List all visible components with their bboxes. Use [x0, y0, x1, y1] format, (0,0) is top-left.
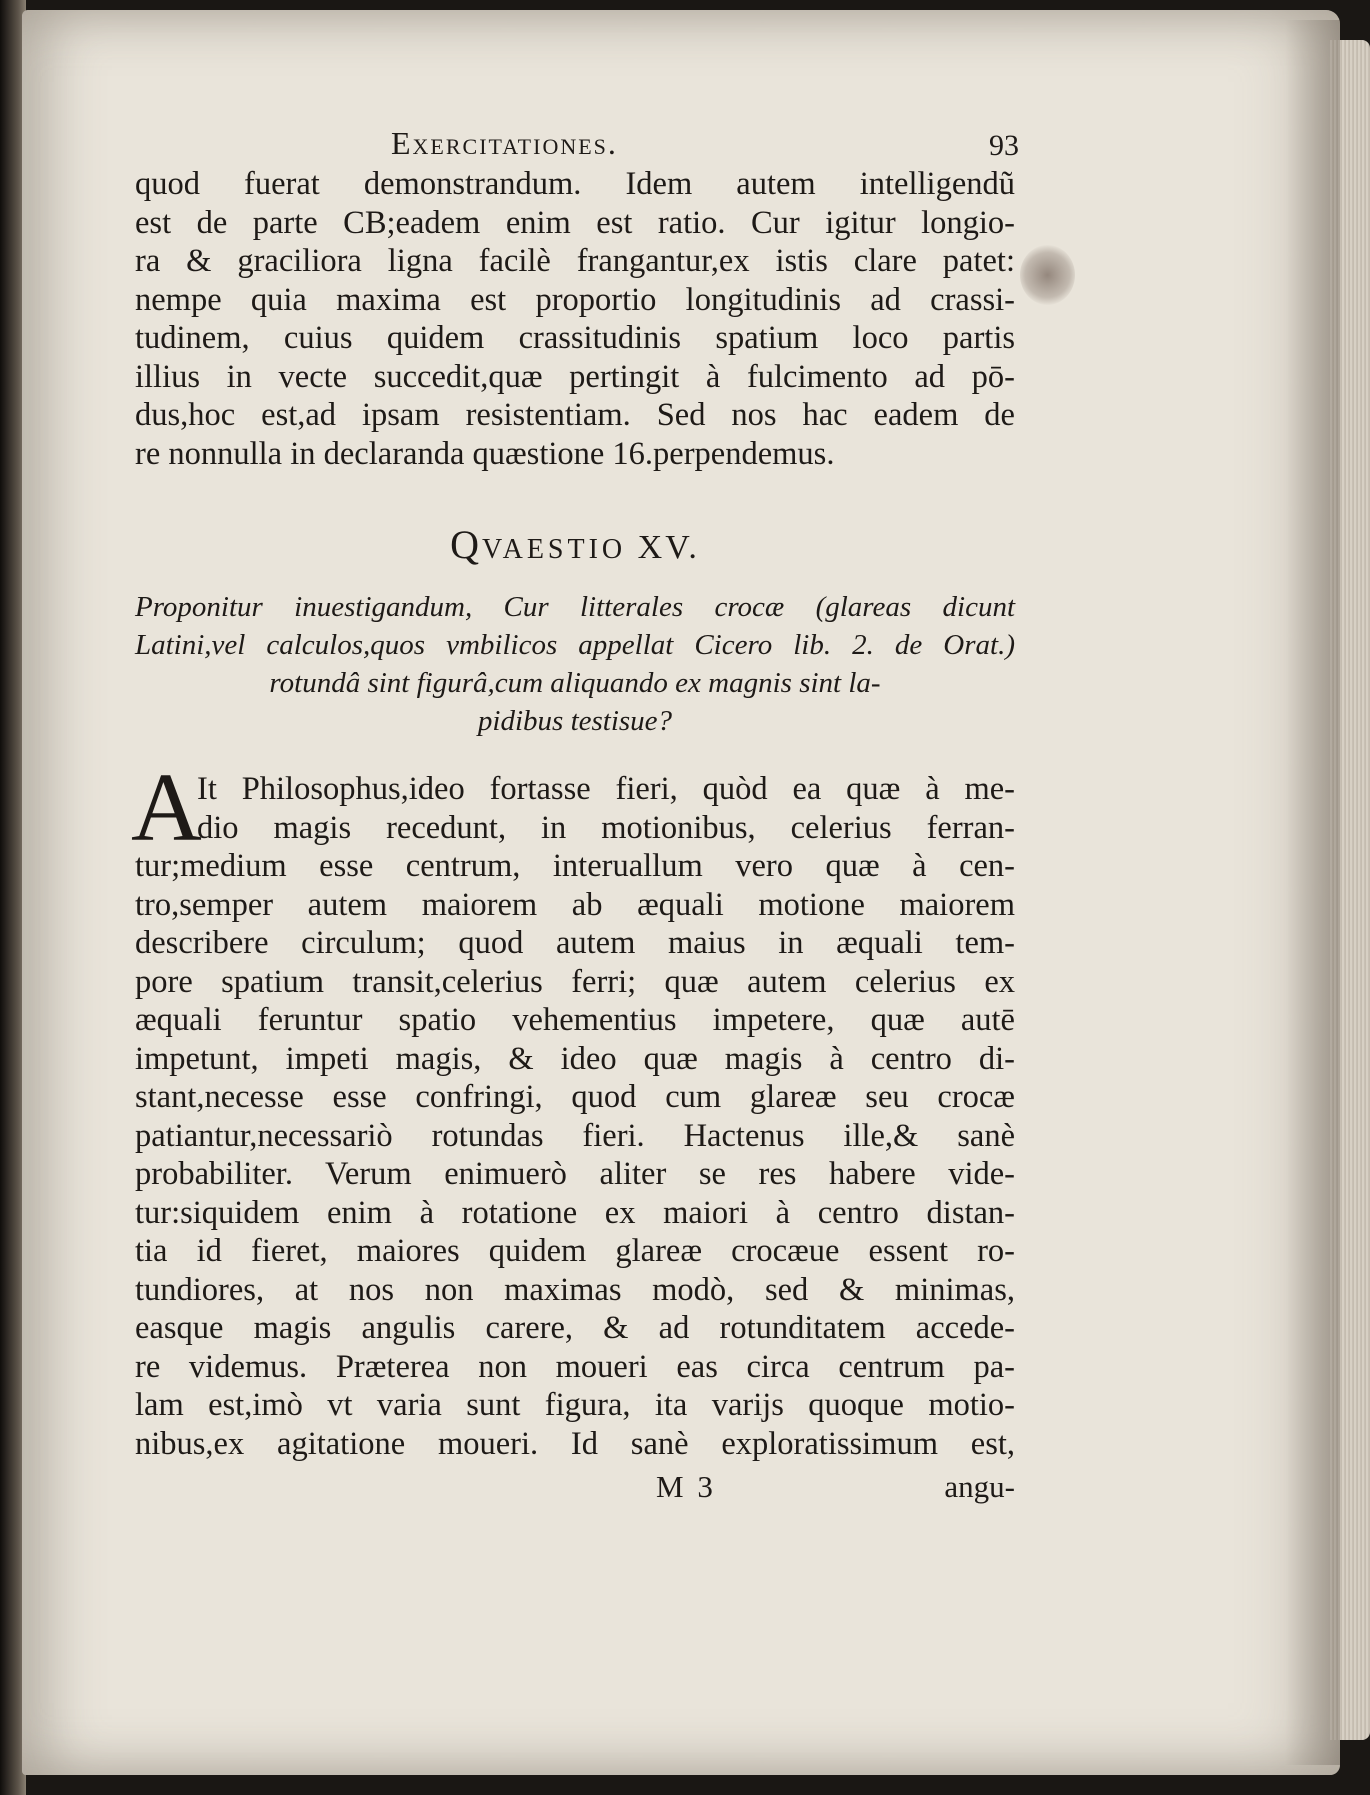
text-line: pore spatium transit,celerius ferri; quæ autem celerius ex: [135, 963, 1015, 1000]
text-line: stant,necesse esse confringi, quod cum glareæ seu crocæ: [135, 1079, 1015, 1115]
text-line: tur:siquidem enim à rotatione ex maiori à centro distan-: [135, 1194, 1015, 1231]
running-head: [135, 125, 1019, 165]
heading-numeral: XV.: [637, 529, 700, 566]
page-footer: [135, 1469, 1015, 1509]
text-line: dio magis recedunt, in motionibus, celerius ferran-: [197, 809, 1015, 846]
page-edge-shadow: [1285, 20, 1340, 1765]
body-paragraph: [131, 754, 1015, 1463]
text-line: easque magis angulis carere, & ad rotunditatem accede-: [135, 1310, 1015, 1346]
text-line: re nonnulla in declaranda quæstione 16.perpendemus.: [135, 435, 835, 472]
text-line: ra & graciliora ligna facilè frangantur,ex istis clare patet:: [135, 243, 1015, 279]
italic-line: pidibus testisue?: [477, 705, 673, 737]
page-number: 93: [989, 129, 1019, 162]
text-line: nempe quia maxima est proportio longitudinis ad crassi-: [135, 281, 1015, 318]
text-line: est de parte CB;eadem enim est ratio. Cur igitur longio-: [135, 204, 1015, 241]
heading-initial: Q: [450, 522, 482, 567]
text-line: patiantur,necessariò rotundas fieri. Hactenus ille,& sanè: [135, 1117, 1015, 1154]
italic-line: Latini,vel calculos,quos vmbilicos appellat Cicero lib. 2. de Orat.): [135, 629, 1015, 661]
text-line: tudinem, cuius quidem crassitudinis spatium loco partis: [135, 320, 1015, 356]
text-line: tundiores, at nos non maximas modò, sed & minimas,: [135, 1271, 1015, 1308]
drop-cap: A: [131, 754, 202, 862]
running-head-title: Exercitationes.: [391, 125, 618, 161]
text-line: dus,hoc est,ad ipsam resistentiam. Sed nos hac eadem de: [135, 397, 1015, 433]
ink-stain: [1020, 245, 1075, 305]
text-line: tur;medium esse centrum, interuallum vero quæ à cen-: [135, 848, 1015, 884]
catchword: angu-: [944, 1469, 1015, 1504]
paragraph-top: [135, 165, 1015, 473]
italic-line: Proponitur inuestigandum, Cur litterales crocæ (glareas dicunt: [135, 591, 1015, 623]
text-line: illius in vecte succedit,quæ pertingit à fulcimento ad pō-: [135, 358, 1015, 395]
text-line: probabiliter. Verum enimuerò aliter se res habere vide-: [135, 1156, 1015, 1192]
text-line: tro,semper autem maiorem ab æquali motione maiorem: [135, 886, 1015, 923]
heading-small-caps: VAESTIO: [482, 534, 627, 565]
text-line: tia id fieret, maiores quidem glareæ crocæue essent ro-: [135, 1233, 1015, 1269]
text-line: æquali feruntur spatio vehementius impetere, quæ autē: [135, 1002, 1015, 1038]
text-line: It Philosophus,ideo fortasse fieri, quòd ea quæ à me-: [197, 771, 1015, 807]
section-heading: [135, 521, 1015, 568]
text-line: quod fuerat demonstrandum. Idem autem intelligendũ: [135, 166, 1015, 202]
text-block: [131, 125, 1019, 1509]
text-line: nibus,ex agitatione moueri. Id sanè exploratissimum est,: [135, 1425, 1015, 1462]
text-line: re videmus. Præterea non moueri eas circa centrum pa-: [135, 1348, 1015, 1385]
italic-line: rotundâ sint figurâ,cum aliquando ex magnis sint la-: [269, 667, 881, 699]
signature-mark: M 3: [656, 1469, 716, 1504]
text-line: impetunt, impeti magis, & ideo quæ magis à centro di-: [135, 1040, 1015, 1077]
question-summary: [135, 588, 1015, 740]
text-line: describere circulum; quod autem maius in æquali tem-: [135, 925, 1015, 961]
text-line: lam est,imò vt varia sunt figura, ita varijs quoque motio-: [135, 1387, 1015, 1423]
